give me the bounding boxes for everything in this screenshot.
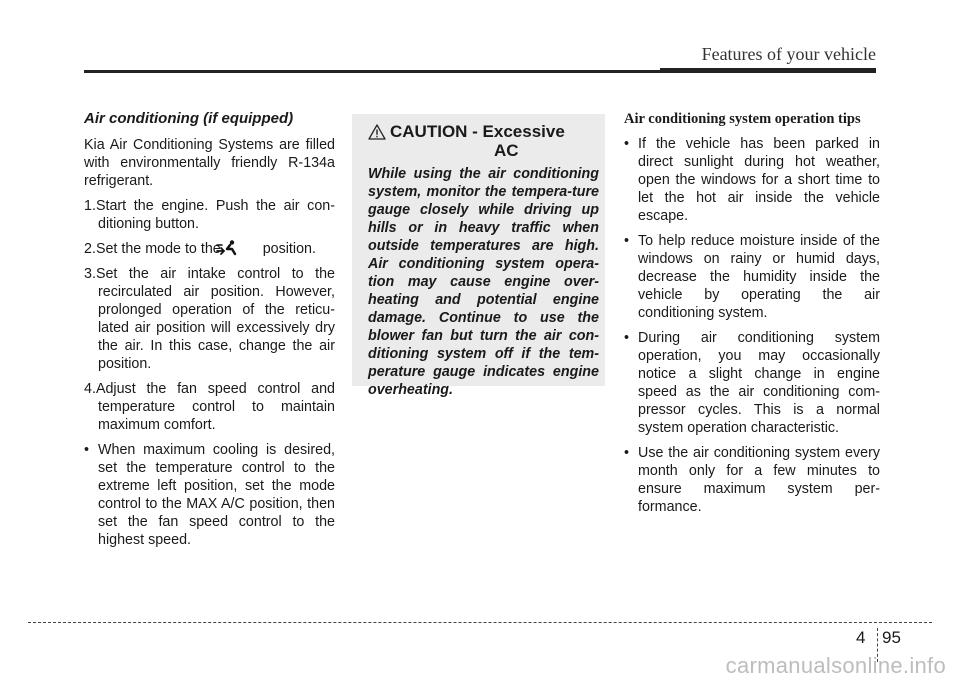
step-text: Set the air intake control to the recirculated air position. However, prolonged operation of the reticu-lated air position will excessively dry the air. In this case, change the air position.: [95, 266, 335, 372]
step-text-before: Set the mode to the: [95, 241, 221, 257]
right-column: [624, 110, 880, 523]
step-number: 3.: [84, 266, 96, 282]
bullet-text: When maximum cooling is desired, set the temperature control to the extreme left position, set the mode control to the MAX A/C position, then set the fan speed control to the highest speed.: [98, 442, 335, 548]
step-text: Start the engine. Push the air con-ditioning button.: [95, 198, 335, 232]
step-text: Adjust the fan speed control and temperature control to maintain maximum comfort.: [95, 381, 335, 433]
step-4: [84, 380, 335, 434]
tip-item: [624, 135, 880, 225]
bullet-dot: •: [624, 330, 630, 346]
tip-text: To help reduce moisture inside of the windows on rainy or humid days, decrease the humidity inside the vehicle by operating the air conditioning system.: [638, 233, 880, 321]
tip-text: During air conditioning system operation, you may occasionally notice a slight change in engine speed as the air conditioning com-pressor cycles. This is a normal system operation characteristic.: [638, 330, 880, 436]
tip-item: [624, 444, 880, 516]
caution-box: [352, 114, 605, 398]
step-1: [84, 197, 335, 233]
step-number: 2.: [84, 241, 96, 257]
left-column: [84, 110, 335, 556]
caution-body: While using the air conditioning system, monitor the tempera-ture gauge closely while driving up hills or in heavy traffic when outside temperatures are high. Air conditioning system opera-tion may cause engine over-heating and potential engine damage. Continue to use the blower fan but turn the air con-ditioning system off if the tem-perature gauge indicates engine overheating.: [368, 166, 599, 398]
step-2: [84, 240, 335, 258]
caution-title-line2: AC: [494, 141, 519, 160]
footer-rule: [28, 622, 932, 623]
bullet-dot: •: [624, 233, 630, 249]
tip-text: Use the air conditioning system every month only for a few minutes to ensure maximum system per-formance.: [638, 445, 880, 515]
chapter-number: 4: [856, 628, 866, 647]
tip-item: [624, 232, 880, 322]
tip-item: [624, 329, 880, 437]
step-number: 1.: [84, 198, 96, 214]
header-rule-accent: [660, 68, 876, 73]
caution-title: CAUTION - Excessive: [390, 122, 565, 141]
step-number: 4.: [84, 381, 96, 397]
watermark: carmanualsonline.info: [725, 653, 946, 678]
page-header-title: Features of your vehicle: [701, 44, 876, 64]
step-text-after: position.: [262, 241, 316, 257]
bullet-dot: •: [624, 136, 630, 152]
tip-text: If the vehicle has been parked in direct sunlight during hot weather, open the windows for a short time to let the hot air inside the vehicle escape.: [638, 136, 880, 224]
page-number: 95: [882, 628, 901, 647]
section-heading: Air conditioning (if equipped): [84, 110, 294, 127]
step-3: [84, 265, 335, 373]
bullet-dot: •: [84, 442, 90, 458]
floor-vent-mode-icon: [229, 240, 255, 256]
intro-paragraph: Kia Air Conditioning Systems are filled with environmentally friendly R-134a refrigerant.: [84, 137, 335, 189]
bullet-dot: •: [624, 445, 630, 461]
warning-triangle-icon: [368, 124, 386, 140]
cooling-bullet: [84, 441, 335, 549]
tips-heading: Air conditioning system operation tips: [624, 111, 861, 127]
